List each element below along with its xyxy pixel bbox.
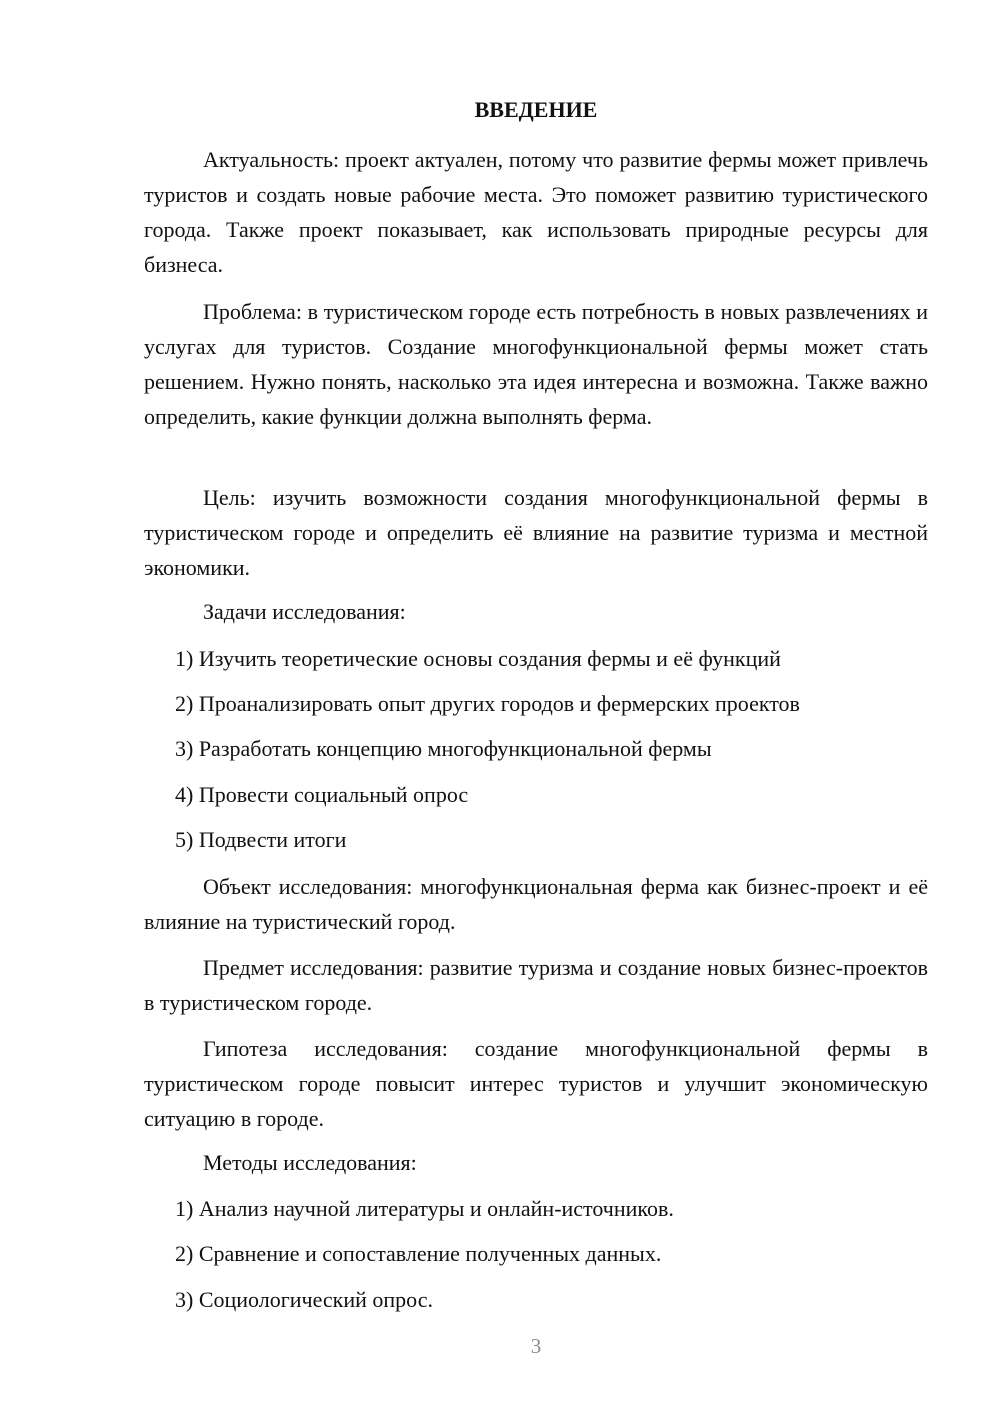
goal-paragraph: Цель: изучить возможности создания многофункциональной фермы в туристическом городе и определить её влияние на развитие туризма и местной экономики. xyxy=(144,485,928,580)
relevance-paragraph: Актуальность: проект актуален, потому что развитие фермы может привлечь туристов и создать новые рабочие места. Это поможет развитию туристического города. Также проект показывает, как использовать природные ресурсы для бизнеса. xyxy=(144,147,928,277)
method-item: 3) Социологический опрос. xyxy=(175,1287,433,1312)
task-item: 5) Подвести итоги xyxy=(175,827,347,852)
method-item: 2) Сравнение и сопоставление полученных данных. xyxy=(175,1241,662,1266)
method-item: 1) Анализ научной литературы и онлайн-источников. xyxy=(175,1196,674,1221)
task-item: 2) Проанализировать опыт других городов и фермерских проектов xyxy=(175,691,800,716)
tasks-heading: Задачи исследования: xyxy=(203,599,406,624)
subject-paragraph: Предмет исследования: развитие туризма и создание новых бизнес-проектов в туристическом городе. xyxy=(144,955,928,1015)
task-item: 3) Разработать концепцию многофункциональной фермы xyxy=(175,736,712,761)
methods-heading: Методы исследования: xyxy=(203,1150,417,1175)
problem-paragraph: Проблема: в туристическом городе есть потребность в новых развлечениях и услугах для туристов. Создание многофункциональной фермы может стать решением. Нужно понять, насколько эта идея интересна и возможна. Также важно определить, какие функции должна выполнять ферма. xyxy=(144,299,928,429)
object-paragraph: Объект исследования: многофункциональная ферма как бизнес-проект и её влияние на туристический город. xyxy=(144,874,928,934)
task-item: 4) Провести социальный опрос xyxy=(175,782,469,807)
hypothesis-paragraph: Гипотеза исследования: создание многофункциональной фермы в туристическом городе повысит интерес туристов и улучшит экономическую ситуацию в городе. xyxy=(144,1036,928,1131)
task-item: 1) Изучить теоретические основы создания фермы и её функций xyxy=(175,646,781,671)
page-title: ВВЕДЕНИЕ xyxy=(474,97,598,122)
page-number: 3 xyxy=(530,1334,542,1358)
